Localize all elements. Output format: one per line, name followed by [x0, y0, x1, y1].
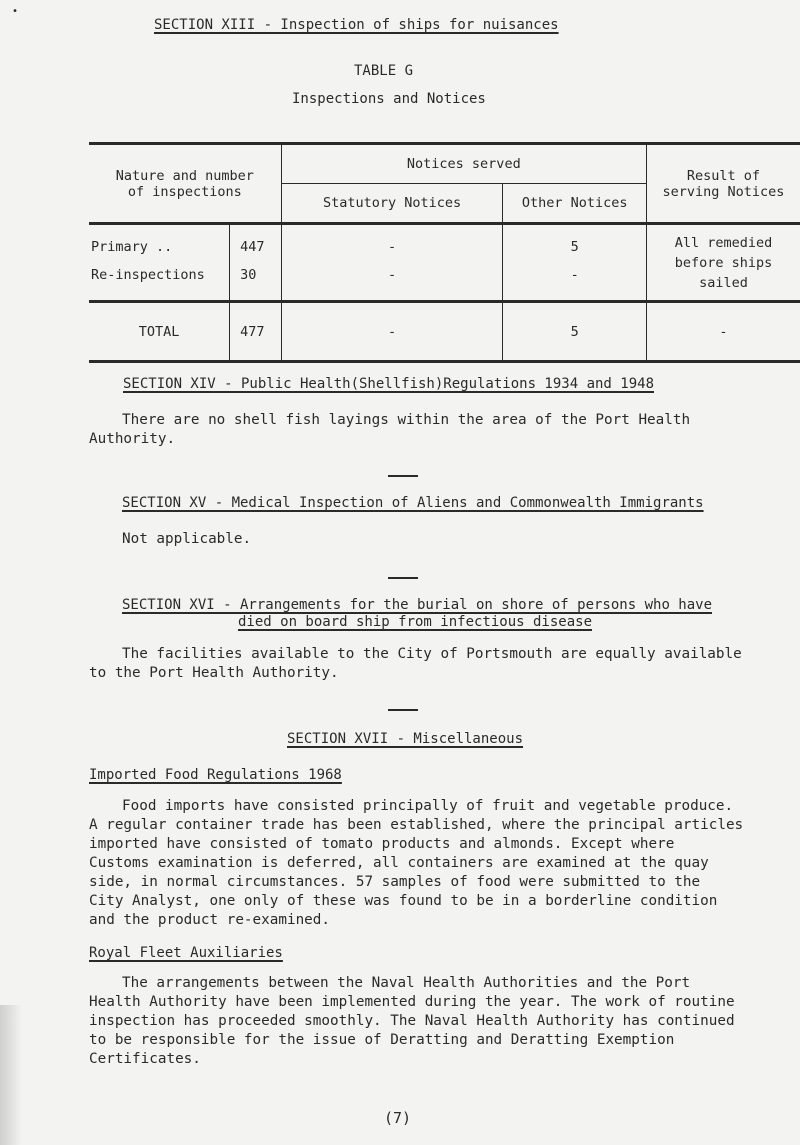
header-statutory: Statutory Notices	[281, 184, 503, 224]
para-line: side, in normal circumstances. 57 samples of food were submitted to the	[89, 874, 701, 890]
row-other: -	[503, 258, 647, 302]
para-line: Health Authority have been implemented during the year. The work of routine	[89, 994, 735, 1010]
scan-mark: •	[12, 6, 19, 17]
para-line: to be responsible for the issue of Deratting and Deratting Exemption	[89, 1032, 675, 1048]
header-result-line2: serving Notices	[662, 183, 785, 200]
row-other: 5	[503, 224, 647, 258]
header-nature-line2: of inspections	[127, 183, 242, 200]
header-nature	[89, 144, 281, 224]
para-line: A regular container trade has been established, where the principal articles	[89, 817, 744, 833]
section-16-heading-line2: died on board ship from infectious disease	[238, 614, 593, 630]
inspections-table	[89, 142, 800, 363]
total-result: -	[646, 302, 800, 362]
scan-shadow	[0, 1005, 22, 1145]
result-line3: sailed	[699, 274, 748, 291]
row-statutory: -	[281, 224, 503, 258]
result-line2: before ships	[674, 254, 773, 271]
section-14-para-line2: Authority.	[89, 431, 176, 447]
separator-dash	[388, 577, 418, 579]
para-line: and the product re-examined.	[89, 912, 331, 928]
total-other: 5	[503, 302, 647, 362]
para-line: Certificates.	[89, 1051, 201, 1067]
para-line: inspection has proceeded smoothly. The Naval Health Authority has continued	[89, 1013, 735, 1029]
total-label: TOTAL	[89, 302, 230, 362]
section-16-para-line1: The facilities available to the City of Portsmouth are equally available	[122, 646, 742, 662]
para-line: Food imports have consisted principally of fruit and vegetable produce.	[122, 798, 734, 814]
header-result	[646, 144, 800, 224]
para-line: Customs examination is deferred, all containers are examined at the quay	[89, 855, 709, 871]
total-count: 477	[230, 302, 282, 362]
section-15-para: Not applicable.	[122, 531, 252, 547]
section-16-heading-line1: SECTION XVI - Arrangements for the burial on shore of persons who have	[122, 597, 713, 613]
table-label: TABLE G	[354, 63, 414, 79]
section-14-para-line1: There are no shell fish layings within the area of the Port Health	[122, 412, 691, 428]
row-label: Primary ..	[91, 239, 173, 256]
row-count: 447	[230, 224, 282, 258]
table-title: Inspections and Notices	[292, 91, 486, 107]
imported-food-paragraph	[89, 797, 743, 930]
page-number: (7)	[384, 1109, 412, 1127]
total-statutory: -	[281, 302, 503, 362]
section-15-heading: SECTION XV - Medical Inspection of Aliens and Commonwealth Immigrants	[122, 495, 704, 511]
separator-dash	[388, 475, 418, 477]
header-other: Other Notices	[503, 184, 647, 224]
section-13-heading: SECTION XIII - Inspection of ships for nuisances	[154, 17, 559, 33]
row-count: 30	[230, 258, 282, 302]
section-16-para-line2: to the Port Health Authority.	[89, 665, 339, 681]
para-line: imported have consisted of tomato products and almonds. Except where	[89, 836, 675, 852]
separator-dash	[388, 709, 418, 711]
royal-fleet-paragraph	[89, 974, 735, 1069]
header-notices-served: Notices served	[281, 144, 646, 184]
table-row	[89, 224, 800, 258]
royal-fleet-heading: Royal Fleet Auxiliaries	[89, 945, 283, 961]
imported-food-heading: Imported Food Regulations 1968	[89, 767, 342, 783]
para-line: City Analyst, one only of these was found to be in a borderline condition	[89, 893, 718, 909]
header-result-line1: Result of	[686, 167, 761, 184]
section-14-heading: SECTION XIV - Public Health(Shellfish)Regulations 1934 and 1948	[123, 376, 655, 392]
header-nature-line1: Nature and number	[115, 167, 254, 184]
section-17-heading: SECTION XVII - Miscellaneous	[287, 731, 524, 747]
para-line: The arrangements between the Naval Health Authorities and the Port	[122, 975, 691, 991]
result-line1: All remedied	[674, 234, 773, 251]
row-label: Re-inspections	[89, 258, 230, 302]
table-total-row	[89, 302, 800, 362]
row-statutory: -	[281, 258, 503, 302]
row-result	[646, 224, 800, 302]
